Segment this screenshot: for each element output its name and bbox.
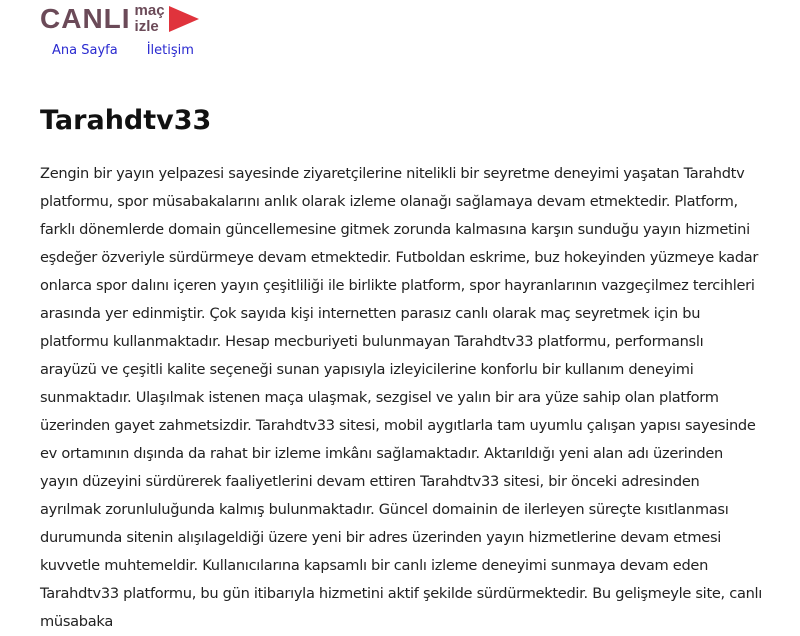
logo-izle: izle [134, 18, 159, 35]
main-nav [52, 42, 194, 60]
site-logo[interactable] [40, 0, 199, 38]
article-body: Zengin bir yayın yelpazesi sayesinde ziyaretçilerine nitelikli bir seyretme deneyimi yaşatan Tarahdtv platformu, spor müsabakalarını anlık olarak izleme olanağı sağlamaya devam etmektedir. Platform, farklı dönemlerde domain güncellemesine gitmek zorunda kalmasına karşın sunduğu yayın hizmetini eşdeğer özveriyle sürdürmeye devam etmektedir. Futboldan eskrime, buz hokeyinden yüzmeye kadar onlarca spor dalını içeren yayın çeşitliliği ile birlikte platform, spor hayranlarının vazgeçilmez tercihleri arasında yer edinmiştir. Çok sayıda kişi internetten parasız canlı olarak maç seyretmek için bu platformu kullanmaktadır. Hesap mecburiyeti bulunmayan Tarahdtv33 platformu, performanslı arayüzü ve çeşitli kalite seçeneği sunan yapısıyla izleyicilerine konforlu bir kullanım deneyimi sunmaktadır. Ulaşılmak istenen maça ulaşmak, sezgisel ve yalın bir ara yüze sahip olan platform üzerinden gayet zahmetsizdir. Tarahdtv33 sitesi, mobil aygıtlarla tam uyumlu çalışan yapısı sayesinde ev ortamının dışında da rahat bir izleme imkânı sağlamaktadır. Aktarıldığı yeni alan adı üzerinden yayın düzeyini sürdürerek faaliyetlerini devam ettiren Tarahdtv33 sitesi, bir önceki adresinden ayrılmak zorunluluğunda kalmış bulunmaktadır. Güncel domainin de ilerleyen süreçte kısıtlanması durumunda sitenin alışılageldiği üzere yeni bir adres üzerinden yayın hizmetlerine devam etmesi kuvvetle muhtemeldir. Kullanıcılarına kapsamlı bir canlı izleme deneyimi sunmaya devam eden Tarahdtv33 platformu, bu gün itibarıyla hizmetini aktif şekilde sürdürmektedir. Bu gelişmeyle site, canlı müsabaka [40, 165, 763, 630]
logo-text: CANLI [40, 3, 131, 34]
logo-mac: maç [134, 2, 165, 19]
page-title: Tarahdtv33 [40, 105, 212, 136]
nav-contact-link[interactable]: İletişim [146, 43, 194, 58]
play-icon [169, 6, 199, 32]
logo-subtext [135, 3, 165, 35]
nav-home-link[interactable]: Ana Sayfa [52, 43, 118, 58]
site-header [0, 0, 800, 70]
